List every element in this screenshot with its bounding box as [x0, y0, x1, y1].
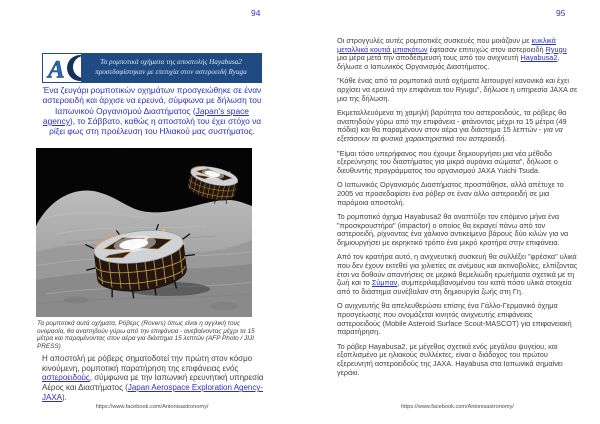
article-image	[36, 148, 252, 317]
article-title	[81, 58, 261, 77]
paragraph	[337, 181, 578, 207]
page-number-left: 94	[251, 8, 261, 18]
text-run: Εκμεταλλευόμενα τη χαμηλή βαρύτητα του αστεροειδούς, τα ρόβερς θα αναπηδούν γύρω από την επιφάνεια - φτάνοντας μέχρι τα 15 μέτρα (49 πόδια) και θα παραμένουν στον αέρα για διάστημα 15 λεπτών -	[337, 108, 567, 135]
text-run: , συμπεριλαμβανομένου του κατά πόσο υλικά στοιχεία από το διάστημα συνέβαλαν στη δημιουργία ζωής στη Γη.	[337, 278, 572, 296]
text-run: Ένα ζευγάρι ρομποτικών οχημάτων προσγειώθηκε σε έναν αστεροειδή και άρχισε να ερευνά, σύμφωνα με δήλωση του Ιαπωνικού Οργανισμού Διαστήματος (	[42, 85, 262, 116]
article-lede	[40, 85, 264, 136]
text-run: "Είμαι τόσο υπερήφανος που έχουμε δημιουργήσει μια νέα μέθοδο εξερεύνησης του διαστήματος για μικρά ουράνια σώματα", δήλωσε ο διευθυντής προγράμματος του οργανισμού JAXA Yuichi Tsuda.	[337, 148, 558, 175]
text-run: Το ρομποτικό όχημα Hayabusa2 θα αναπτύξει τον επόμενο μήνα ένα "προσκρουστήρα" (impactor) ο οποίος θα εκραγεί πάνω από τον αστεροειδή, ρίχνοντας ένα χάλκινο αντικείμενο βάρους δύο κιλών για να δημιουργήσει με εκρηκτικό τρόπο ένα μικρό κρατήρα στην επιφάνεια.	[337, 212, 569, 247]
inline-link[interactable]: Hayabusa2	[520, 53, 558, 63]
image-caption: Τα ρομποτικά αυτά οχήματα, Ρόβερς (Rovers) όπως είναι η αγγλική τους ονομασία, θα αναπηδούν γύρω από την επιφάνεια - ανεβαίνοντας μέχρι τα 15 μέτρα και παραμένοντας στον αέρα για διάστημα 15 λεπτών (AFP Photo / JIJI PRESS)	[37, 320, 255, 351]
text-run: ), το Σάββατο, καθώς η αποστολή του έχει στόχο να ρίξει φως στη προέλευση του Ηλιακού μας συστήματος.	[49, 115, 262, 137]
text-run: Οι στρογγυλές αυτές ρομποτικές συσκευές που μοιάζουν με	[337, 36, 532, 45]
svg-text:A: A	[48, 56, 65, 82]
text-run: έφτασαν επιτυχώς στον αστεροειδή	[427, 44, 546, 54]
footer-url[interactable]: https://www.facebook.com/Antonisastronomy/	[401, 404, 514, 410]
paragraph	[337, 253, 578, 296]
page-number-right: 95	[556, 8, 566, 18]
article-body	[337, 37, 578, 383]
article-title-line1: Τα ρομποτικά οχήματα της αποστολής Hayabusa2	[100, 58, 242, 67]
article-title-line2: προσεδαφίστηκαν με επιτυχία στον αστεροειδή Ryugu	[95, 68, 247, 76]
letter-a-logo-icon	[43, 54, 81, 82]
paragraph	[337, 213, 578, 247]
astronomy-logo	[43, 54, 81, 82]
text-run: Από τον κρατήρα αυτό, η ανιχνευτική συσκευή θα συλλέξει "φρέσκα" υλικά που δεν έχουν εκτεθεί για χιλιετίες σε ανέμους και ακτινοβολίες, ελπίζοντας έτσι να δοθούν απαντήσεις σε μερικά θεμελιώδη ερωτήματα σχετικά με τη ζωή και το	[337, 252, 578, 288]
inline-link[interactable]: Σύμπαν	[371, 278, 398, 288]
text-run: "Κάθε ένας από τα ρομποτικά αυτά οχήματα λειτουργεί κανονικά και έχει αρχίσει να ερευνά την επιφάνεια του Ryugu", δήλωσε η υπηρεσία JAXA σε μια της δήλωση.	[337, 76, 578, 103]
article-header-banner	[42, 53, 262, 83]
text-run: , σύμφωνα με την Ιαπωνική ερευνητική υπηρεσία Αέρος και Διαστήματος (	[42, 373, 264, 393]
text-run: μια μέρα μετά την αποδέσμευσή τους από τον ανιχνευτή	[337, 53, 521, 63]
inline-link[interactable]: αστεροειδούς	[42, 373, 90, 383]
text-run: ).	[62, 392, 67, 402]
footer-url[interactable]: https://www.facebook.com/Antonisastronomy/	[95, 404, 209, 410]
text-run: , δήλωσε ο Ιαπωνικός Οργανισμός Διαστήματος.	[337, 53, 560, 71]
text-run: Ο Ιαπωνικός Οργανισμός Διαστήματος προσπάθησε, αλλά απέτυχε το 2005 να προσεδαφίσει ένα ρόβερ σε έναν άλλο αστεροειδή σε μια παρόμοια αποστολή.	[337, 180, 564, 207]
paragraph	[337, 150, 578, 176]
rovers-on-asteroid-illustration	[36, 148, 252, 317]
text-run: Το ρόβερ Hayabusa2, με μέγεθος σχετικά ενός μεγάλου ψυγείου, και εξοπλισμένο με ηλιακούς συλλέκτες, είναι ο διάδοχος του πρώτου εξερευνητή αστεροειδούς της JAXA. Hayabusa στα Ιαπωνικά σημαίνει γεράκι.	[337, 341, 563, 377]
inline-link[interactable]: Japan's space agency	[42, 105, 249, 126]
text-run: Η αποστολή με ρόβερς σηματοδοτεί την πρώτη στον κόσμο κινούμενη, ρομποτική παρατήρηση της επιφάνειας ενός	[42, 354, 253, 373]
paragraph	[337, 77, 578, 103]
paragraph	[337, 37, 578, 71]
article-paragraph	[42, 354, 264, 403]
paragraph	[337, 343, 578, 377]
paragraph	[337, 302, 578, 336]
inline-link[interactable]: Ryugu	[545, 44, 567, 54]
paragraph	[337, 109, 578, 143]
text-run: για να εξετάσουν τα φυσικά χαρακτηριστικά του αστεροειδή.	[337, 125, 563, 143]
text-run: Ο ανιχνευτής θα απελευθερώσει επίσης ένα Γάλλο-Γερμανικό όχημα προσγείωσης που ονομάζεται κινητός ανιχνευτής επιφάνειας αστεροειδούς (Mobile Asteroid Surface Scout-MASCOT) για επιφανειακή παρατήρηση.	[337, 301, 572, 337]
inline-link[interactable]: κυκλικά μεταλλικά κουτιά μπισκότων	[337, 36, 556, 54]
inline-link[interactable]: Japan Aerospace Exploration Agency-JAXA	[42, 383, 264, 402]
